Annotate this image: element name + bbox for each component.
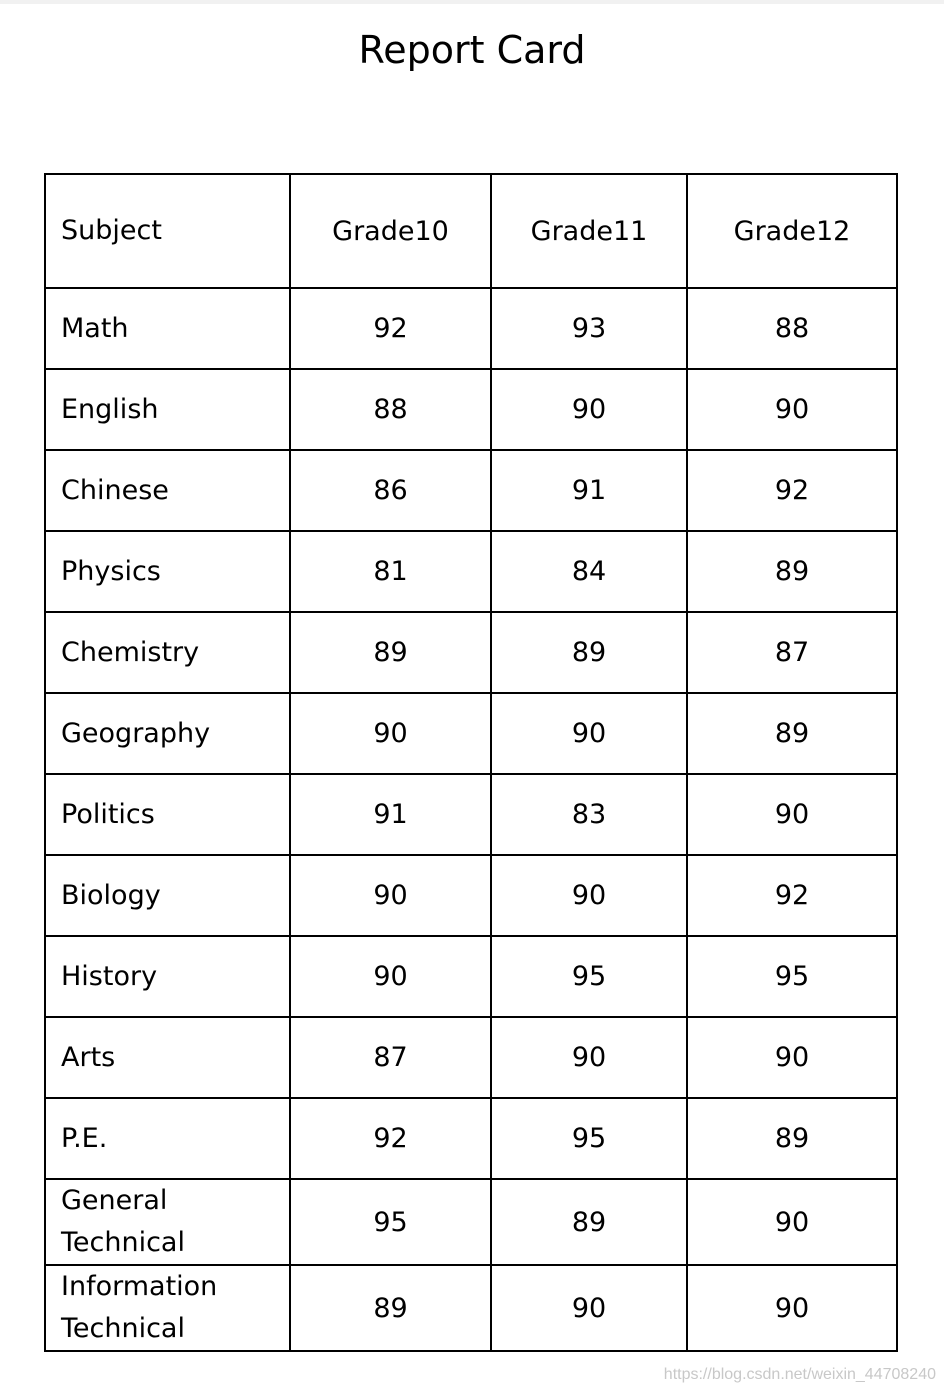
table-row [45, 288, 897, 369]
table-row [45, 612, 897, 693]
grade12-cell: 92 [687, 450, 897, 531]
subject-cell: Physics [45, 531, 290, 612]
grade12-cell: 90 [687, 1017, 897, 1098]
page-title: Report Card [358, 28, 586, 72]
table-row [45, 936, 897, 1017]
grade10-cell: 86 [290, 450, 491, 531]
report-table [44, 173, 898, 1352]
top-bar [0, 0, 944, 4]
grade10-cell: 89 [290, 612, 491, 693]
table-row [45, 531, 897, 612]
watermark-url: https://blog.csdn.net/weixin_44708240 [663, 1366, 936, 1383]
grade10-cell: 90 [290, 693, 491, 774]
subject-cell: General Technical [45, 1179, 290, 1265]
grade12-cell: 92 [687, 855, 897, 936]
grade10-cell: 87 [290, 1017, 491, 1098]
table-row [45, 1265, 897, 1351]
grade11-cell: 95 [491, 936, 687, 1017]
header-grade11: Grade11 [491, 174, 687, 288]
grade11-cell: 84 [491, 531, 687, 612]
grade12-cell: 89 [687, 693, 897, 774]
subject-cell: Chinese [45, 450, 290, 531]
grade11-cell: 90 [491, 1265, 687, 1351]
table-row [45, 855, 897, 936]
grade12-cell: 89 [687, 1098, 897, 1179]
header-grade10: Grade10 [290, 174, 491, 288]
grade11-cell: 95 [491, 1098, 687, 1179]
subject-cell: Biology [45, 855, 290, 936]
grade11-cell: 90 [491, 369, 687, 450]
grade10-cell: 90 [290, 855, 491, 936]
subject-cell: Arts [45, 1017, 290, 1098]
grade12-cell: 88 [687, 288, 897, 369]
grade11-cell: 90 [491, 693, 687, 774]
grade11-cell: 91 [491, 450, 687, 531]
subject-cell: Chemistry [45, 612, 290, 693]
grade12-cell: 87 [687, 612, 897, 693]
grade11-cell: 83 [491, 774, 687, 855]
subject-cell: English [45, 369, 290, 450]
subject-cell: Geography [45, 693, 290, 774]
grade11-cell: 89 [491, 612, 687, 693]
table-row [45, 369, 897, 450]
grade12-cell: 95 [687, 936, 897, 1017]
header-subject: Subject [45, 174, 290, 288]
subject-cell: P.E. [45, 1098, 290, 1179]
header-grade12: Grade12 [687, 174, 897, 288]
grade10-cell: 91 [290, 774, 491, 855]
grade11-cell: 89 [491, 1179, 687, 1265]
subject-cell: Information Technical [45, 1265, 290, 1351]
table-row [45, 693, 897, 774]
table-row [45, 450, 897, 531]
grade10-cell: 90 [290, 936, 491, 1017]
subject-cell: Math [45, 288, 290, 369]
table-row [45, 774, 897, 855]
grade11-cell: 90 [491, 1017, 687, 1098]
grade12-cell: 89 [687, 531, 897, 612]
grade10-cell: 92 [290, 288, 491, 369]
table-row [45, 1179, 897, 1265]
grade10-cell: 88 [290, 369, 491, 450]
grade11-cell: 93 [491, 288, 687, 369]
grade10-cell: 89 [290, 1265, 491, 1351]
grade12-cell: 90 [687, 369, 897, 450]
table-row [45, 1098, 897, 1179]
table-row [45, 1017, 897, 1098]
grade10-cell: 95 [290, 1179, 491, 1265]
subject-cell: Politics [45, 774, 290, 855]
grade10-cell: 81 [290, 531, 491, 612]
grade12-cell: 90 [687, 1179, 897, 1265]
table-header-row [45, 174, 897, 288]
grade12-cell: 90 [687, 1265, 897, 1351]
grade11-cell: 90 [491, 855, 687, 936]
grade10-cell: 92 [290, 1098, 491, 1179]
subject-cell: History [45, 936, 290, 1017]
grade12-cell: 90 [687, 774, 897, 855]
